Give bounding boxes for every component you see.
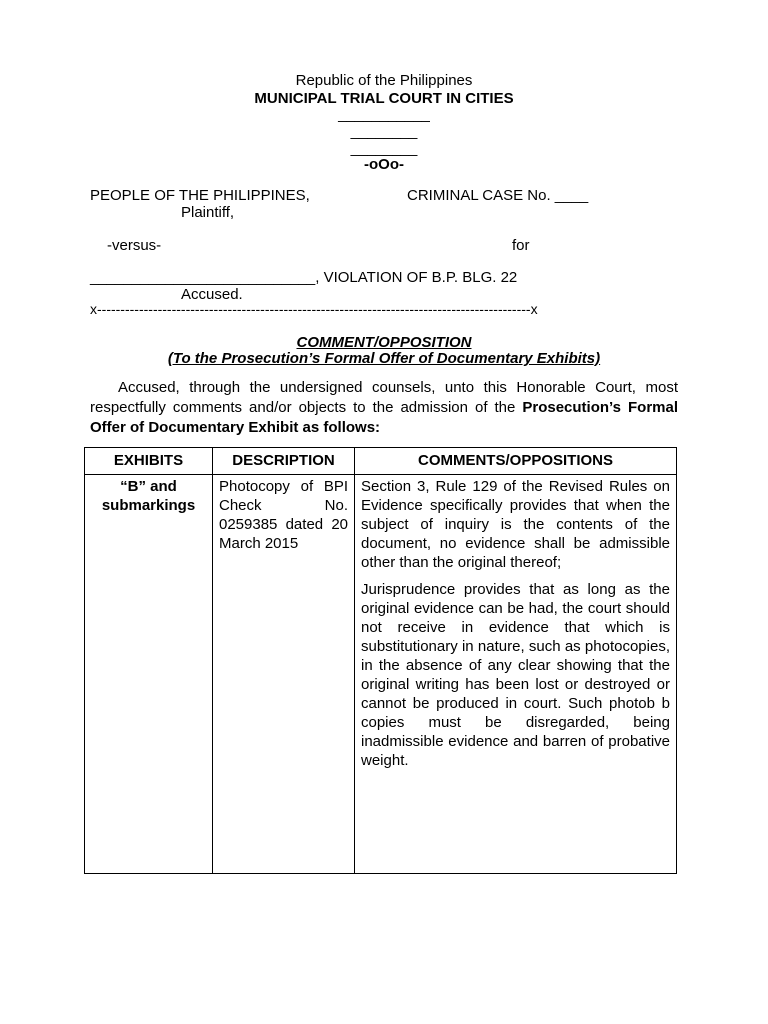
caption-divider: x---------------------------------------------------------------------------------------------x	[90, 301, 538, 317]
comments-cell	[355, 475, 677, 874]
comment-paragraph-1: Section 3, Rule 129 of the Revised Rules on Evidence specifically provides that when the subject of inquiry is the contents of the document, no evidence shall be admissible other than the original thereof;	[361, 478, 670, 571]
intro-bold-text: Prosecution’s Formal Offer of Documentary Exhibit as follows:	[90, 399, 679, 436]
exhibit-cell: “B” and submarkings	[85, 475, 213, 874]
comment-paragraph-2: Jurisprudence provides that as long as the original evidence can be had, the court should not receive in evidence that which is substitutionary in nature, such as photocopies, in the absence of any clear showing that the original writing has been lost or destroyed or cannot be produced in court. Such photob b copies must be disregarded, being inadmissible evidence and barren of probative weight.	[361, 581, 670, 769]
description-cell: Photocopy of BPI Check No. 0259385 dated 20 March 2015	[213, 475, 355, 874]
region-blank: ________	[350, 140, 418, 157]
versus-label: -versus-	[107, 237, 162, 254]
ornament-separator: -oOo-	[364, 156, 404, 173]
intro-paragraph	[90, 378, 678, 438]
intro-text: Accused, through the undersigned counsels, unto this Honorable Court, most respectfully comments and/or objects to the admission of the	[90, 379, 678, 416]
court-heading: MUNICIPAL TRIAL COURT IN CITIES	[254, 90, 514, 107]
document-subtitle: (To the Prosecution’s Formal Offer of Documentary Exhibits)	[167, 350, 601, 367]
case-number: CRIMINAL CASE No. ____	[407, 187, 589, 204]
plaintiff-party: PEOPLE OF THE PHILIPPINES,	[90, 187, 310, 204]
for-label: for	[512, 237, 530, 254]
accused-line: ___________________________, VIOLATION OF B.P. BLG. 22	[90, 269, 518, 286]
header-description: DESCRIPTION	[213, 448, 355, 475]
branch-blank: ___________	[338, 106, 430, 123]
header-comments: COMMENTS/OPPOSITIONS	[355, 448, 677, 475]
exhibits-table	[84, 447, 677, 874]
plaintiff-role: Plaintiff,	[181, 204, 235, 221]
document-title: COMMENT/OPPOSITION	[296, 334, 472, 351]
country-heading: Republic of the Philippines	[295, 72, 473, 89]
table-row	[85, 475, 677, 874]
table-header-row	[85, 448, 677, 475]
header-exhibits: EXHIBITS	[85, 448, 213, 475]
city-blank: ________	[350, 123, 418, 140]
accused-role: Accused.	[181, 286, 243, 303]
